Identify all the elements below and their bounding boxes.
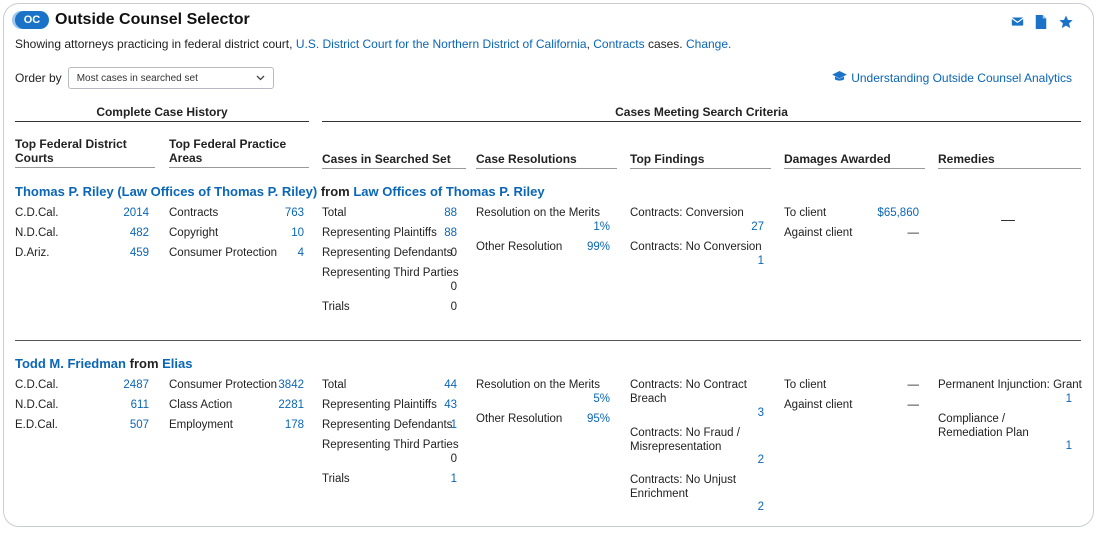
plaintiffs-count[interactable]: 43 — [444, 399, 457, 411]
damages-value: — — [907, 379, 919, 391]
court-count[interactable]: 2487 — [123, 379, 149, 391]
court-label: D.Ariz. — [15, 247, 50, 259]
subtitle-suffix: cases. — [647, 37, 683, 51]
remedy-count[interactable]: 1 — [1065, 440, 1072, 452]
court-label: C.D.Cal. — [15, 379, 59, 391]
plaintiffs-label: Representing Plaintiffs — [322, 227, 437, 239]
practice-label: Contracts — [169, 207, 219, 219]
court-count[interactable]: 507 — [129, 419, 149, 431]
analytics-link-wrap[interactable] — [832, 71, 1072, 85]
resolution-pct[interactable]: 5% — [593, 393, 610, 405]
finding-label: Contracts: No Conversion — [630, 241, 762, 253]
finding-label: Contracts: Conversion — [630, 207, 744, 219]
searched-total-label: Total — [322, 379, 347, 391]
group-complete-history: Complete Case History — [15, 105, 309, 122]
search-description — [15, 37, 731, 51]
remedies-empty: — — [1001, 211, 1015, 227]
practice-count[interactable]: 2281 — [278, 399, 304, 411]
court-link[interactable]: U.S. District Court for the Northern District of California — [295, 37, 587, 51]
order-by-value: Most cases in searched set — [76, 72, 198, 84]
star-icon[interactable] — [1059, 15, 1073, 29]
court-label: E.D.Cal. — [15, 419, 58, 431]
court-count[interactable]: 2014 — [123, 207, 149, 219]
practice-area-link[interactable]: Contracts — [593, 37, 645, 51]
remedy-label: Permanent Injunction: Grant — [938, 379, 1082, 391]
searched-total[interactable]: 88 — [444, 207, 457, 219]
row-divider — [15, 340, 1081, 341]
practice-count[interactable]: 4 — [297, 247, 304, 259]
order-by-label: Order by — [15, 71, 62, 85]
col-top-findings: Top Findings — [630, 152, 771, 169]
practice-count[interactable]: 3842 — [278, 379, 304, 391]
damages-label: Against client — [784, 227, 853, 239]
damages-value: — — [907, 399, 919, 411]
damages-label: To client — [784, 379, 827, 391]
defendants-count: 0 — [450, 247, 457, 259]
subtitle-comma: , — [586, 37, 590, 51]
damages-label: To client — [784, 207, 827, 219]
header — [15, 11, 250, 29]
header-actions — [1011, 15, 1073, 29]
col-top-courts: Top Federal District Courts — [15, 137, 155, 168]
attorney-name-link[interactable]: Todd M. Friedman — [15, 356, 126, 371]
col-cases-searched: Cases in Searched Set — [322, 152, 466, 169]
practice-label: Consumer Protection — [169, 247, 278, 259]
finding-count[interactable]: 3 — [757, 407, 764, 419]
practice-count[interactable]: 178 — [284, 419, 304, 431]
practice-label: Class Action — [169, 399, 233, 411]
finding-count[interactable]: 2 — [757, 454, 764, 466]
third-parties-label: Representing Third Parties — [322, 267, 459, 279]
court-count[interactable]: 611 — [130, 399, 149, 411]
finding-label: Contracts: No Unjust Enrichment — [630, 474, 737, 500]
finding-count[interactable]: 2 — [757, 501, 764, 513]
chevron-down-icon — [256, 73, 265, 84]
col-case-resolutions: Case Resolutions — [476, 152, 617, 169]
practice-label: Employment — [169, 419, 233, 431]
defendants-count[interactable]: 1 — [450, 419, 457, 431]
understanding-analytics-link[interactable]: Understanding Outside Counsel Analytics — [851, 71, 1072, 85]
col-damages-awarded: Damages Awarded — [784, 152, 925, 169]
remedy-count[interactable]: 1 — [1065, 393, 1072, 405]
graduation-cap-icon — [832, 71, 847, 85]
finding-count[interactable]: 1 — [757, 255, 764, 267]
outside-counsel-panel — [3, 3, 1094, 527]
third-parties-count: 0 — [450, 281, 457, 293]
remedy-label: Compliance / Remediation Plan — [938, 413, 1029, 439]
finding-label: Contracts: No Fraud / Misrepresentation — [630, 427, 740, 453]
practice-label: Consumer Protection — [169, 379, 278, 391]
court-label: N.D.Cal. — [15, 227, 59, 239]
order-by-control — [15, 67, 274, 89]
resolution-pct[interactable]: 95% — [586, 413, 610, 425]
resolution-label: Other Resolution — [476, 413, 563, 425]
plaintiffs-count[interactable]: 88 — [444, 227, 457, 239]
attorney-row-title — [15, 356, 192, 371]
practice-count[interactable]: 763 — [284, 207, 304, 219]
oc-logo: OC — [15, 11, 49, 29]
change-link[interactable]: Change. — [685, 37, 732, 51]
finding-count[interactable]: 27 — [751, 221, 764, 233]
damages-label: Against client — [784, 399, 853, 411]
court-count[interactable]: 459 — [129, 247, 149, 259]
subtitle-text: Showing attorneys practicing in federal district court, — [15, 37, 293, 51]
trials-count[interactable]: 1 — [450, 473, 457, 485]
practice-count[interactable]: 10 — [291, 227, 304, 239]
attorney-row-title — [15, 184, 545, 199]
third-parties-count: 0 — [450, 453, 457, 465]
from-text: from — [320, 184, 350, 199]
searched-total[interactable]: 44 — [444, 379, 457, 391]
page-title: Outside Counsel Selector — [55, 11, 250, 28]
court-count[interactable]: 482 — [129, 227, 149, 239]
attorney-name-link[interactable]: Thomas P. Riley (Law Offices of Thomas P. Riley) — [15, 184, 318, 199]
plaintiffs-label: Representing Plaintiffs — [322, 399, 437, 411]
resolution-label: Resolution on the Merits — [476, 379, 601, 391]
resolution-pct[interactable]: 1% — [593, 221, 610, 233]
resolution-label: Other Resolution — [476, 241, 563, 253]
firm-link[interactable]: Elias — [162, 356, 193, 371]
trials-count: 0 — [450, 301, 457, 313]
defendants-label: Representing Defendants — [322, 247, 453, 259]
practice-label: Copyright — [169, 227, 219, 239]
court-label: N.D.Cal. — [15, 399, 59, 411]
firm-link[interactable]: Law Offices of Thomas P. Riley — [353, 184, 545, 199]
from-text: from — [129, 356, 159, 371]
third-parties-label: Representing Third Parties — [322, 439, 459, 451]
finding-label: Contracts: No Contract Breach — [630, 379, 747, 405]
damages-value[interactable]: $65,860 — [877, 207, 919, 219]
searched-total-label: Total — [322, 207, 347, 219]
document-icon[interactable] — [1035, 15, 1049, 29]
resolution-label: Resolution on the Merits — [476, 207, 601, 219]
defendants-label: Representing Defendants — [322, 419, 453, 431]
court-label: C.D.Cal. — [15, 207, 59, 219]
col-top-practice-areas: Top Federal Practice Areas — [169, 137, 309, 168]
col-remedies: Remedies — [938, 152, 1081, 169]
group-search-criteria: Cases Meeting Search Criteria — [322, 105, 1081, 122]
damages-value: — — [907, 227, 919, 239]
envelope-icon[interactable] — [1011, 15, 1025, 29]
order-by-select[interactable] — [68, 67, 274, 89]
trials-label: Trials — [322, 473, 350, 485]
resolution-pct[interactable]: 99% — [586, 241, 610, 253]
trials-label: Trials — [322, 301, 350, 313]
